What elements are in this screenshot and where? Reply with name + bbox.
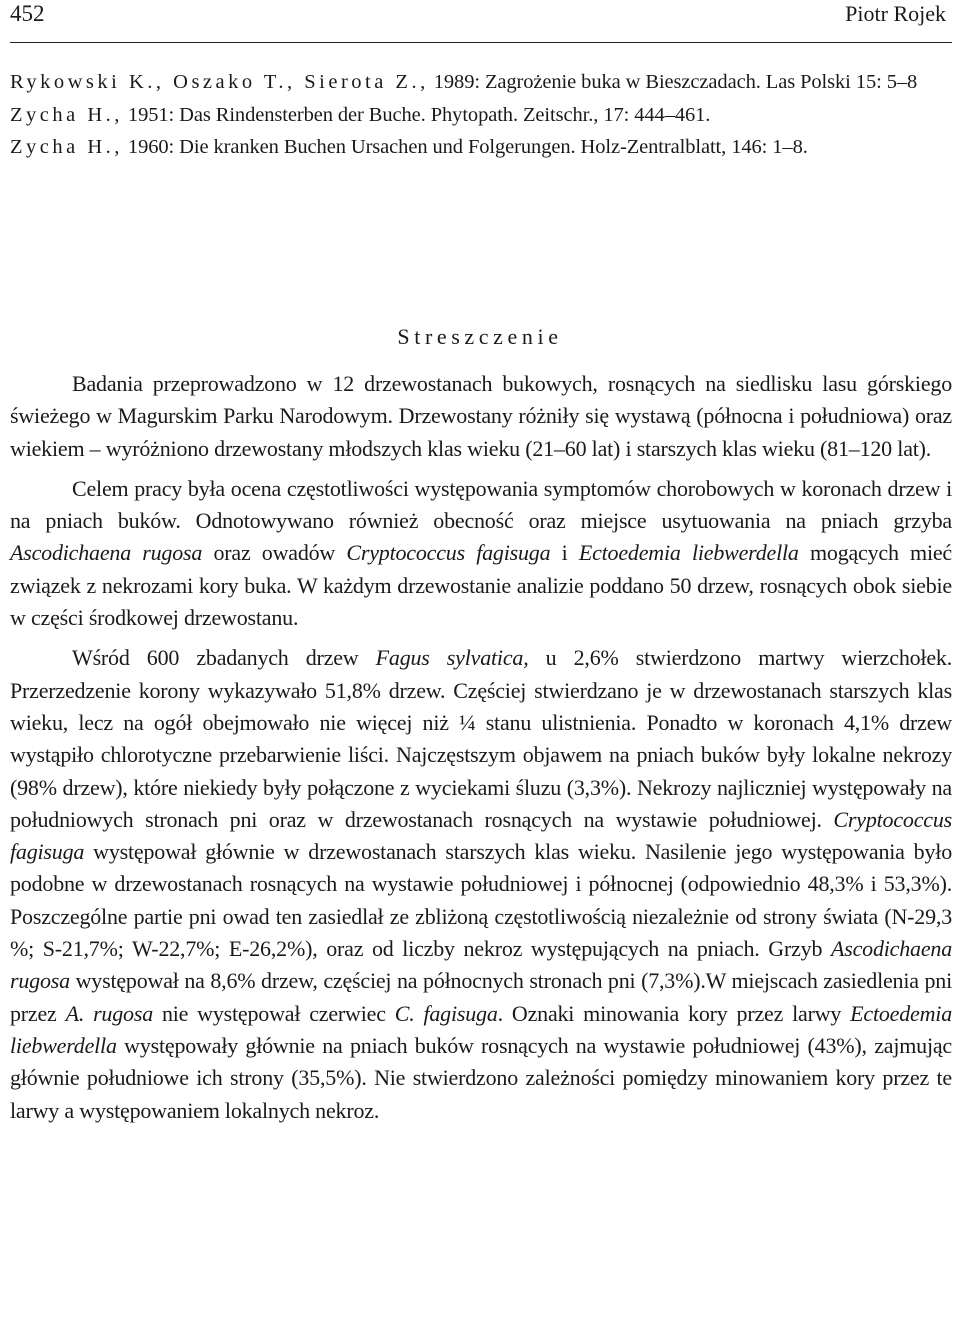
- text-run: Celem pracy była ocena częstotliwości występowania symptomów chorobowych w koronach drzew i na pniach buków. Odnotowywano również obecność oraz miejsce usytuowania na pniach grzyba: [10, 475, 952, 534]
- species-name: Ascodichaena rugosa: [10, 540, 203, 566]
- abstract-paragraph: [10, 368, 952, 465]
- text-run: oraz owadów: [202, 540, 347, 566]
- text-run: Badania przeprowadzono w 12 drzewostanach bukowych, rosnących na siedlisku lasu górskiego świeżego w Magurskim Parku Narodowym. Drzewostany różniły się wystawą (północna i południowa) oraz wiekiem – wyróżniono drzewostany młodszych klas wieku (21–60 lat) i starszych klas wieku (81–120 lat).: [10, 371, 952, 461]
- reference-authors: Rykowski K., Oszako T., Sierota Z.,: [10, 71, 429, 93]
- abstract-paragraph: [10, 473, 952, 634]
- reference-authors: Zycha H.,: [10, 103, 123, 126]
- text-run: Wśród 600 zbadanych drzew: [72, 645, 376, 671]
- species-name: A. rugosa: [65, 1000, 153, 1026]
- reference-authors: Zycha H.,: [10, 136, 123, 158]
- reference-entry: [10, 70, 955, 96]
- reference-details: 1989: Zagrożenie buka w Bieszczadach. Las Polski 15: 5–8: [428, 71, 918, 93]
- section-title: Streszczenie: [397, 324, 563, 349]
- page-header: [10, 0, 952, 43]
- text-run: mogących mieć związek z nekrozami kory buka. W każdym drzewostanie analizie poddano 50 drzew, rosnących obok siebie w części środkowej drzewostanu.: [10, 540, 952, 631]
- text-run: występował na 8,6% drzew, częściej na północnych stronach pni (7,3%).W miejscach zasiedlenia pni przez: [10, 968, 952, 1026]
- text-run: występowały głównie na pniach buków rosnących na wystawie południowej (43%), zajmując głównie południowe ich strony (35,5%). Nie stwierdzono zależności pomiędzy minowaniem kory przez te larwy a występowaniem lokalnych nekroz.: [10, 1032, 952, 1123]
- species-name: Ascodichaena rugosa: [10, 936, 952, 994]
- abstract-paragraph: [10, 642, 952, 1126]
- running-head: Piotr Rojek: [845, 1, 946, 26]
- text-run: i: [550, 540, 579, 566]
- text-run: nie występował czerwiec: [153, 1000, 395, 1026]
- species-name: Cryptococcus fagisuga: [346, 540, 551, 566]
- text-run: występował głównie w drzewostanach starszych klas wieku. Nasilenie jego występowania było podobne w drzewostanach rosnących na wystawie południowej i północnej (odpowiednio 48,3% i 53,3%). Poszczególne partie pni owad ten zasiedlał ze zbliżoną częstotliwością niezależnie od strony świata (N-29,3 %; S-21,7%; W-22,7%; E-26,2%), oraz od liczby nekroz występujących na pniach. Grzyb: [10, 839, 952, 962]
- species-name: Fagus sylvatica,: [375, 645, 529, 671]
- reference-details: 1960: Die kranken Buchen Ursachen und Folgerungen. Holz-Zentralblatt, 146: 1–8.: [122, 136, 808, 158]
- page-number: 452: [10, 1, 45, 26]
- text-run: . Oznaki minowania kory przez larwy: [497, 1000, 851, 1026]
- species-name: Cryptococcus fagisuga: [10, 806, 952, 865]
- references-list: [10, 70, 955, 168]
- species-name: Ectoedemia liebwerdella: [578, 540, 799, 566]
- species-name: C. fagisuga: [394, 1000, 498, 1026]
- reference-entry: [10, 103, 955, 129]
- reference-entry: [10, 135, 955, 161]
- text-run: u 2,6% stwierdzono martwy wierzchołek. Przerzedzenie korony wykazywało 51,8% drzew. Częściej stwierdzano je w drzewostanach starszych klas wieku, lecz na ogół obejmowało nie więcej niż ¼ stanu ulistnienia. Ponadto w koronach 4,1% drzew wystąpiło chlorotyczne przebarwienie liści. Najczęstszym objawem na pniach buków były lokalne nekrozy (98% drzew), które niekiedy były połączone z wyciekami śluzu (3,3%). Nekrozy najliczniej występowały na południowych stronach pni oraz w drzewostanach rosnących na wystawie południowej.: [10, 645, 952, 832]
- abstract-body: [10, 368, 952, 1127]
- species-name: Ectoedemia liebwerdella: [10, 1000, 953, 1058]
- reference-details: 1951: Das Rindensterben der Buche. Phytopath. Zeitschr., 17: 444–461.: [122, 103, 711, 126]
